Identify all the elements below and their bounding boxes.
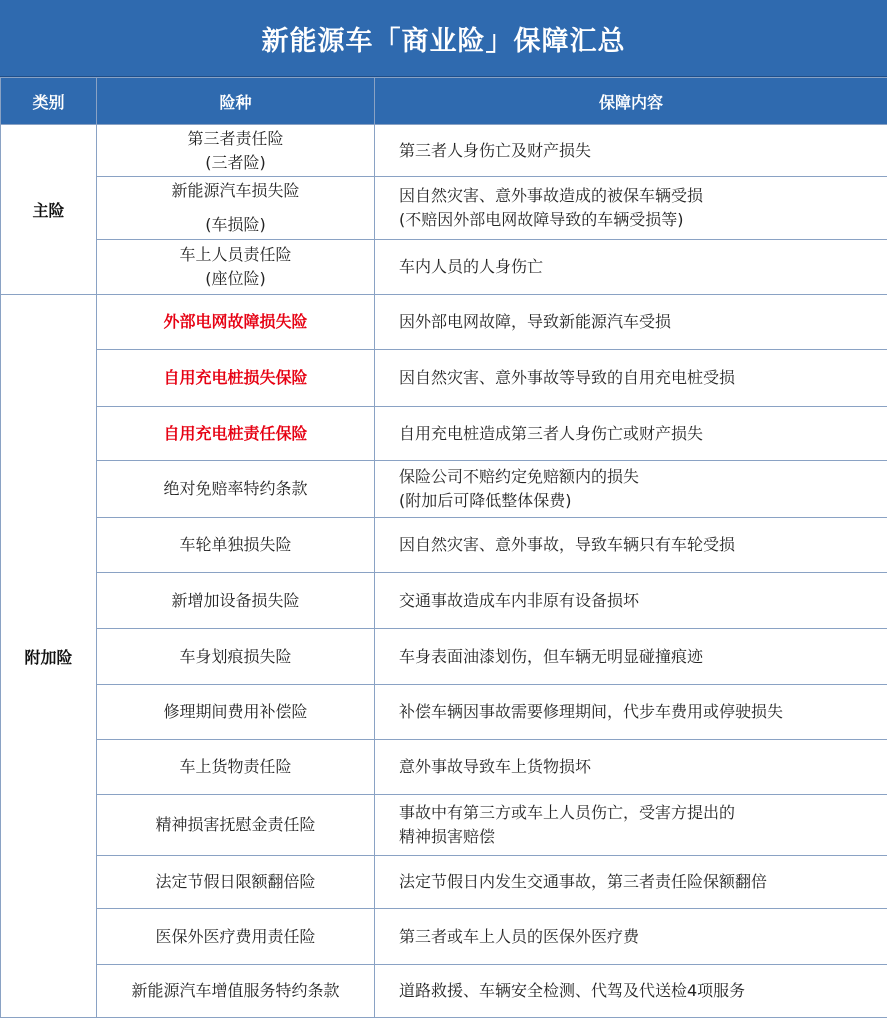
coverage-content: 车身表面油漆划伤，但车辆无明显碰撞痕迹 [375, 629, 887, 685]
coverage-content: 交通事故造成车内非原有设备损坏 [375, 573, 887, 629]
coverage-content: 事故中有第三方或车上人员伤亡，受害方提出的 精神损害赔偿 [375, 795, 887, 856]
insurance-name: 第三者责任险 (三者险) [97, 125, 375, 177]
insurance-name: 车轮单独损失险 [97, 518, 375, 573]
category-addon: 附加险 [1, 295, 97, 1018]
coverage-content: 因外部电网故障，导致新能源汽车受损 [375, 295, 887, 350]
category-main: 主险 [1, 125, 97, 295]
coverage-content: 意外事故导致车上货物损坏 [375, 740, 887, 795]
coverage-content: 第三者人身伤亡及财产损失 [375, 125, 887, 177]
insurance-name: 车身划痕损失险 [97, 629, 375, 685]
table-row [1, 125, 887, 177]
insurance-name: 自用充电桩损失保险 [97, 350, 375, 407]
table-row [1, 518, 887, 573]
table-row [1, 909, 887, 965]
insurance-name: 外部电网故障损失险 [97, 295, 375, 350]
insurance-name: 医保外医疗费用责任险 [97, 909, 375, 965]
table-row [1, 965, 887, 1018]
coverage-content: 补偿车辆因事故需要修理期间，代步车费用或停驶损失 [375, 685, 887, 740]
page-title: 新能源车「商业险」保障汇总 [0, 0, 887, 77]
table-row [1, 407, 887, 461]
coverage-table [0, 77, 887, 1018]
table-row [1, 573, 887, 629]
coverage-content: 第三者或车上人员的医保外医疗费 [375, 909, 887, 965]
table-row [1, 629, 887, 685]
insurance-name: 绝对免赔率特约条款 [97, 461, 375, 518]
insurance-name: 新能源汽车增值服务特约条款 [97, 965, 375, 1018]
insurance-name: 车上人员责任险 (座位险) [97, 240, 375, 295]
header-category: 类别 [1, 78, 97, 125]
insurance-name: 新增加设备损失险 [97, 573, 375, 629]
table-row [1, 461, 887, 518]
header-content: 保障内容 [375, 78, 887, 125]
coverage-content: 保险公司不赔约定免赔额内的损失 (附加后可降低整体保费) [375, 461, 887, 518]
coverage-content: 自用充电桩造成第三者人身伤亡或财产损失 [375, 407, 887, 461]
table-row [1, 295, 887, 350]
table-row [1, 685, 887, 740]
table-header-row [1, 78, 887, 125]
table-row [1, 350, 887, 407]
coverage-content: 因自然灾害、意外事故等导致的自用充电桩受损 [375, 350, 887, 407]
coverage-content: 法定节假日内发生交通事故，第三者责任险保额翻倍 [375, 856, 887, 909]
insurance-name: 车上货物责任险 [97, 740, 375, 795]
insurance-name: 法定节假日限额翻倍险 [97, 856, 375, 909]
table-row [1, 856, 887, 909]
insurance-name: 修理期间费用补偿险 [97, 685, 375, 740]
table-row [1, 240, 887, 295]
coverage-content: 车内人员的人身伤亡 [375, 240, 887, 295]
table-row [1, 740, 887, 795]
table-row [1, 795, 887, 856]
coverage-content: 道路救援、车辆安全检测、代驾及代送检4项服务 [375, 965, 887, 1018]
insurance-name: 精神损害抚慰金责任险 [97, 795, 375, 856]
table-row [1, 177, 887, 240]
insurance-name: 自用充电桩责任保险 [97, 407, 375, 461]
coverage-content: 因自然灾害、意外事故，导致车辆只有车轮受损 [375, 518, 887, 573]
coverage-content: 因自然灾害、意外事故造成的被保车辆受损 (不赔因外部电网故障导致的车辆受损等) [375, 177, 887, 240]
insurance-name: 新能源汽车损失险 (车损险) [97, 177, 375, 240]
header-type: 险种 [97, 78, 375, 125]
